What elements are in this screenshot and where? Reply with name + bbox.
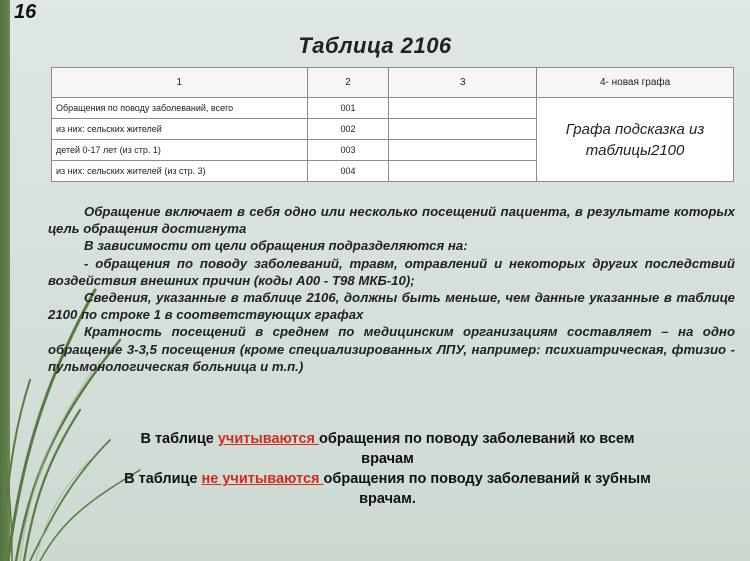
row-value-cell <box>389 119 537 140</box>
table-header-cell: 4- новая графа <box>537 68 734 98</box>
row-value-cell <box>389 161 537 182</box>
note-included <box>40 429 735 469</box>
paragraph-comparison: Сведения, указанные в таблице 2106, должны быть меньше, чем данные указанные в таблице 2100 по строке 1 в соответствующих графах <box>48 290 735 323</box>
paragraph-types-heading: В зависимости от цели обращения подразделяются на: <box>84 238 468 254</box>
table-header-row <box>52 68 734 98</box>
row-label: Обращения по поводу заболеваний, всего <box>52 98 308 119</box>
row-code: 004 <box>307 161 389 182</box>
row-code: 001 <box>307 98 389 119</box>
note-suffix: обращения по поводу заболеваний ко всем <box>319 431 635 447</box>
row-label: из них: сельских жителей (из стр. 3) <box>52 161 308 182</box>
row-code: 002 <box>307 119 389 140</box>
slide-number: 16 <box>14 1 37 23</box>
hint-line: таблицы2100 <box>585 141 685 159</box>
highlight-included: учитываются <box>217 431 320 447</box>
note-end: врачам <box>361 451 414 467</box>
note-end: врачам. <box>359 491 416 507</box>
note-suffix: обращения по поводу заболеваний к зубным <box>323 471 651 487</box>
note-prefix: В таблице <box>124 471 202 487</box>
row-code: 003 <box>307 140 389 161</box>
note-prefix: В таблице <box>140 431 218 447</box>
table-2106 <box>51 67 734 182</box>
row-value-cell <box>389 140 537 161</box>
hint-line: Графа подсказка из <box>565 120 705 138</box>
paragraph-definition: Обращение включает в себя одно или несколько посещений пациента, в результате которых цель обращения достигнута <box>48 204 735 237</box>
table-header-cell: 3 <box>389 68 537 98</box>
row-label: детей 0-17 лет (из стр. 1) <box>52 140 308 161</box>
table-row <box>52 98 734 119</box>
table-header-cell: 2 <box>307 68 389 98</box>
row-label: из них: сельских жителей <box>52 119 308 140</box>
explanation-text <box>48 203 735 375</box>
notes-block <box>40 429 735 509</box>
decorative-side-bar <box>0 0 10 561</box>
hint-cell <box>537 98 734 182</box>
slide-title: Таблица 2106 <box>298 33 452 58</box>
row-value-cell <box>389 98 537 119</box>
paragraph-disease-visits: - обращения по поводу заболеваний, травм, отравлений и некоторых других последствий воздействия внешних причин (коды А00 - Т98 МКБ-10); <box>48 255 735 288</box>
note-excluded <box>40 469 735 509</box>
highlight-excluded: не учитываются <box>201 471 324 487</box>
paragraph-ratio: Кратность посещений в среднем по медицинским организациям составляет – на одно обращение 3-3,5 посещения (кроме специализированных ЛПУ, например: психиатрическая, фтизио - пульмонологическая больница и т.п.) <box>48 324 735 374</box>
table-header-cell: 1 <box>52 68 308 98</box>
